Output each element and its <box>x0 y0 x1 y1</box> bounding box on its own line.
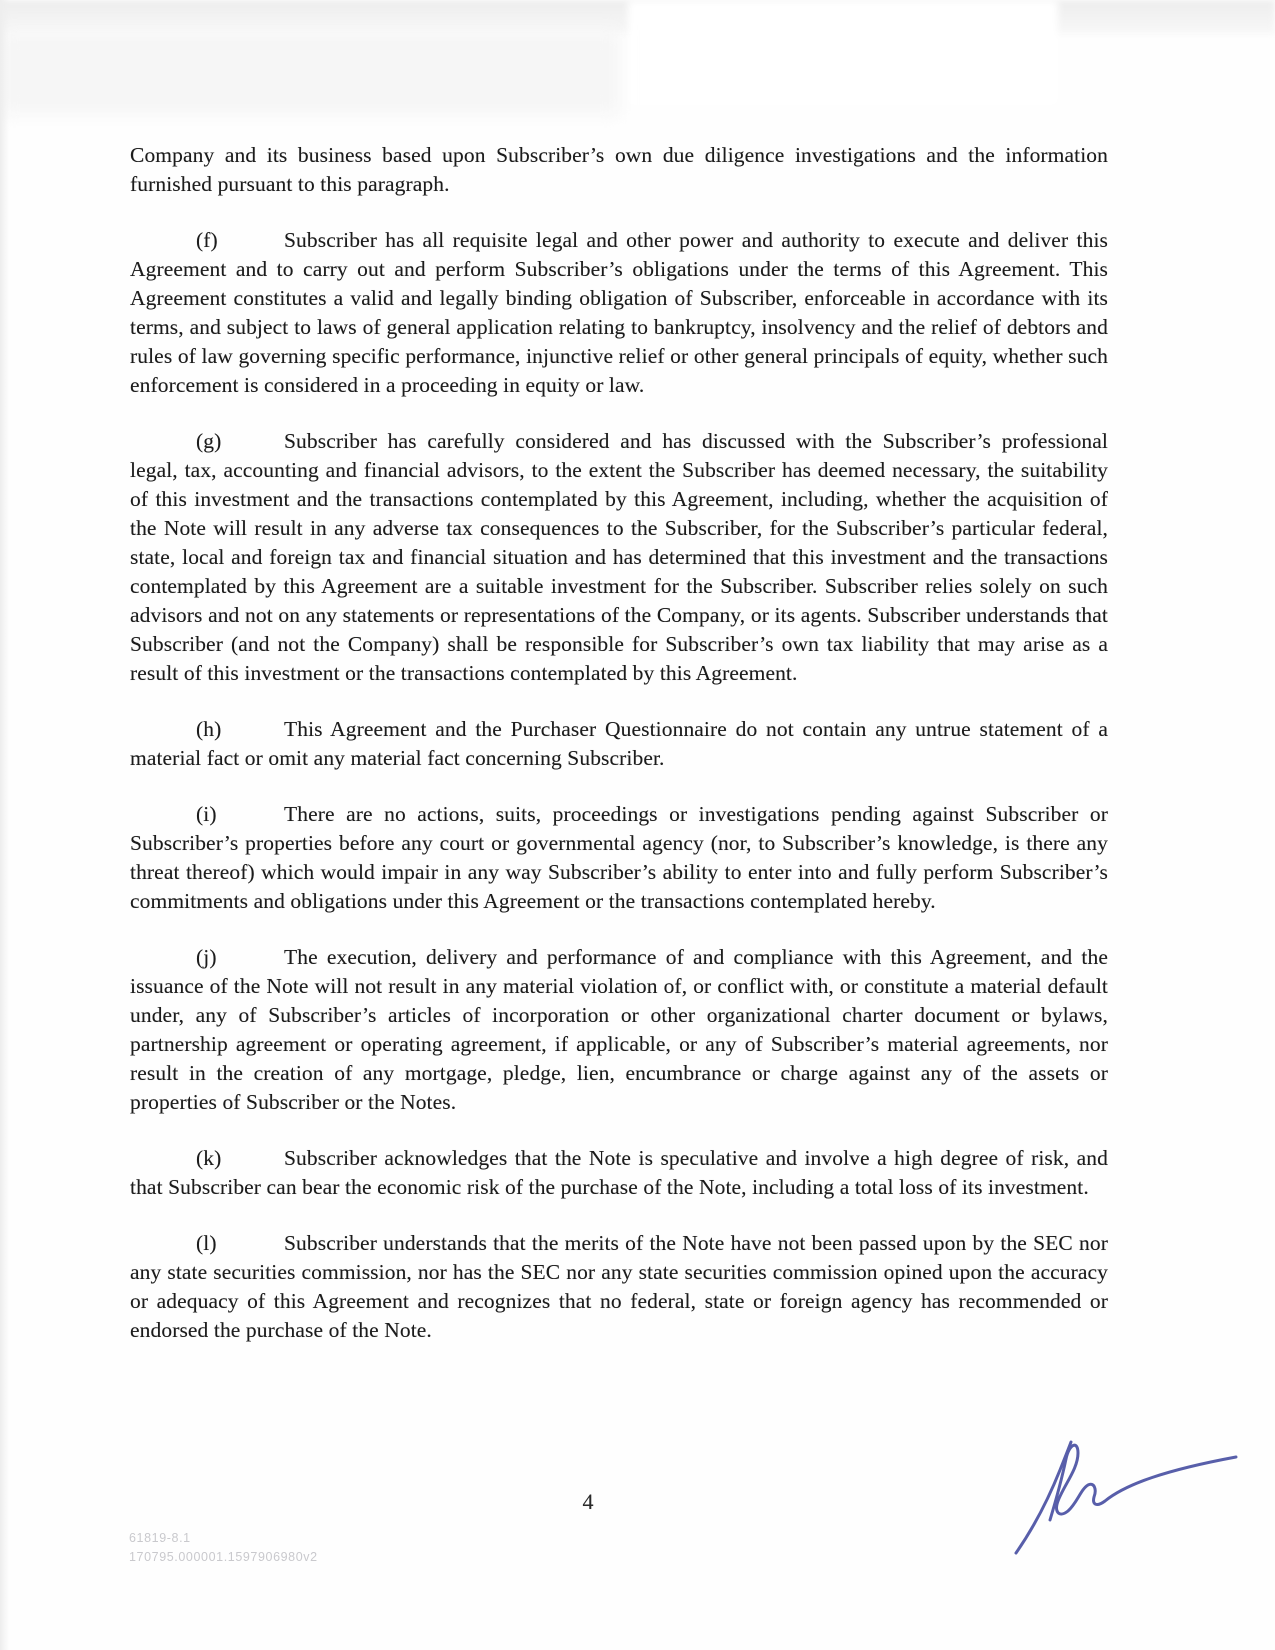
paragraph-h-label: (h) <box>196 717 222 741</box>
paragraph-g-text: Subscriber has carefully considered and has discussed with the Subscriber’s professional legal, tax, accounting and financial advisors, to the extent the Subscriber has deemed necessary, the suitability of this investment and the transactions contemplated by this Agreement, including, whether the acquisition of the Note will result in any adverse tax consequences to the Subscriber, for the Subscriber’s particular federal, state, local and foreign tax and financial situation and has determined that this investment and the transactions contemplated by this Agreement are a suitable investment for the Subscriber. Subscriber relies solely on such advisors and not on any statements or representations of the Company, or its agents. Subscriber understands that Subscriber (and not the Company) shall be responsible for Subscriber’s own tax liability that may arise as a result of this investment or the transactions contemplated by this Agreement. <box>130 429 1108 685</box>
scan-artifact-center-block <box>628 0 1058 105</box>
paragraph-k-text: Subscriber acknowledges that the Note is speculative and involve a high degree of risk, and that Subscriber can bear the economic risk of the purchase of the Note, including a total loss of its investment. <box>130 1146 1108 1199</box>
paragraph-intro-continuation: Company and its business based upon Subscriber’s own due diligence investigations and the information furnished pursuant to this paragraph. <box>130 143 1108 196</box>
paragraph-k <box>130 1144 1108 1202</box>
paragraph-f-text: Subscriber has all requisite legal and other power and authority to execute and deliver this Agreement and to carry out and perform Subscriber’s obligations under the terms of this Agreement. This Agreement constitutes a valid and legally binding obligation of Subscriber, enforceable in accordance with its terms, and subject to laws of general application relating to bankruptcy, insolvency and the relief of debtors and rules of law governing specific performance, injunctive relief or other general principals of equity, whether such enforcement is considered in a proceeding in equity or law. <box>130 228 1108 397</box>
paragraph-l-text: Subscriber understands that the merits of the Note have not been passed upon by the SEC nor any state securities commission, nor has the SEC nor any state securities commission opined upon the accuracy or adequacy of this Agreement and recognizes that no federal, state or foreign agency has recommended or endorsed the purchase of the Note. <box>130 1231 1108 1342</box>
paragraph-l <box>130 1229 1108 1345</box>
footer-stamp-line-2: 170795.000001.1597906980v2 <box>129 1550 318 1564</box>
signature-ink <box>998 1426 1250 1558</box>
paragraph-j-label: (j) <box>196 945 217 969</box>
paragraph-i-label: (i) <box>196 802 217 826</box>
paragraph-i-text: There are no actions, suits, proceedings or investigations pending against Subscriber or Subscriber’s properties before any court or governmental agency (nor, to Subscriber’s knowledge, is there any threat thereof) which would impair in any way Subscriber’s ability to enter into and fully perform Subscriber’s commitments and obligations under this Agreement or the transactions contemplated hereby. <box>130 802 1108 913</box>
page-number: 4 <box>582 1489 594 1514</box>
paragraph-l-label: (l) <box>196 1231 217 1255</box>
paragraph-j <box>130 943 1108 1117</box>
paragraph-g <box>130 427 1108 688</box>
paragraph-f-label: (f) <box>196 228 218 252</box>
signature <box>998 1426 1250 1558</box>
paragraph-i <box>130 800 1108 916</box>
footer-stamp-line-1: 61819-8.1 <box>129 1531 191 1545</box>
document-body <box>130 141 1108 1372</box>
paragraph-k-label: (k) <box>196 1146 222 1170</box>
scan-artifact-left-haze <box>0 30 620 115</box>
paragraph-f <box>130 226 1108 400</box>
paragraph-g-label: (g) <box>196 429 222 453</box>
paragraph-j-text: The execution, delivery and performance of and compliance with this Agreement, and the issuance of the Note will not result in any material violation of, or conflict with, or constitute a material default under, any of Subscriber’s articles of incorporation or other organizational charter document or bylaws, partnership agreement or operating agreement, if applicable, or any of Subscriber’s material agreements, nor result in the creation of any mortgage, pledge, lien, encumbrance or charge against any of the assets or properties of Subscriber or the Notes. <box>130 945 1108 1114</box>
paragraph-h-text: This Agreement and the Purchaser Questionnaire do not contain any untrue statement of a material fact or omit any material fact concerning Subscriber. <box>130 717 1108 770</box>
footer-stamp <box>129 1529 318 1567</box>
scan-artifact-left-strip <box>0 0 9 1650</box>
paragraph-h <box>130 715 1108 773</box>
